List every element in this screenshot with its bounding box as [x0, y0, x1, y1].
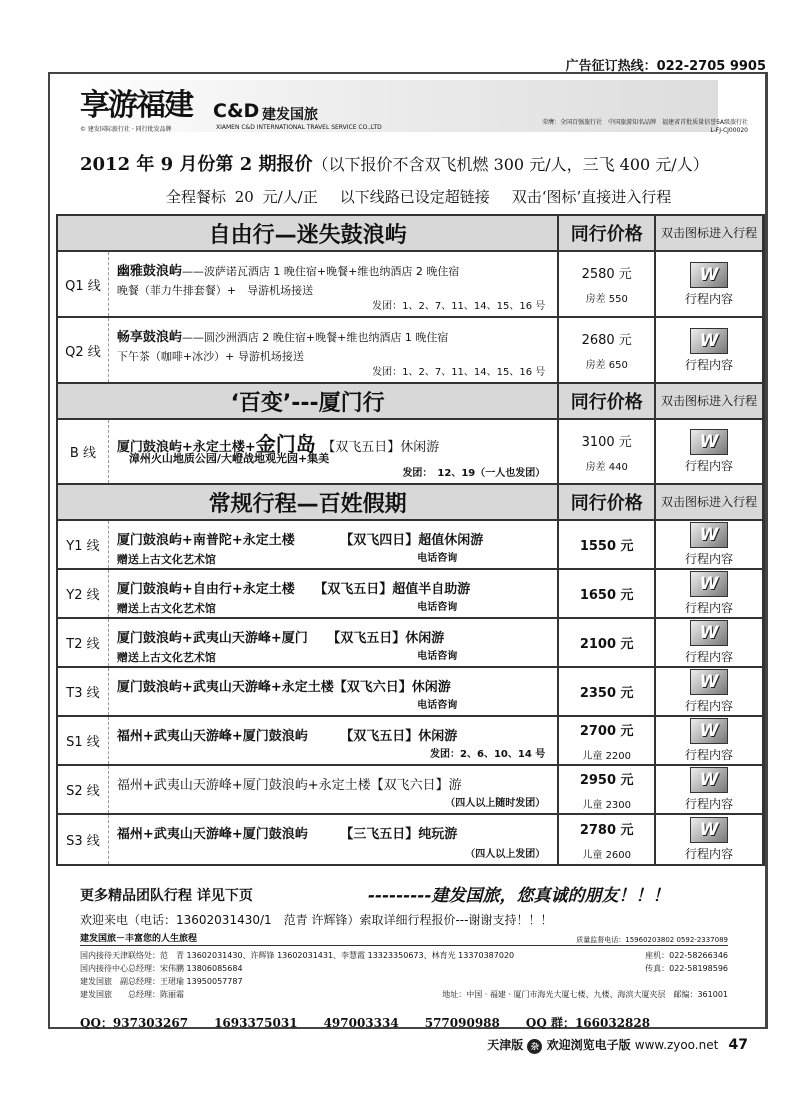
itinerary-link[interactable]	[656, 815, 762, 864]
route-title-detail: ——圆沙洲酒店 2 晚住宿+晚餐+维也纳酒店 1 晚住宿	[181, 331, 449, 344]
word-document-icon[interactable]: W	[690, 767, 728, 793]
route-description	[109, 570, 559, 617]
itinerary-label: 行程内容	[685, 650, 734, 664]
tour-row	[58, 766, 762, 815]
route-description	[109, 252, 559, 316]
word-document-icon[interactable]: W	[690, 262, 728, 288]
route-code: Y2 线	[58, 570, 109, 617]
route-title	[117, 627, 444, 646]
price: 3100 元	[581, 434, 632, 450]
word-document-icon[interactable]: W	[690, 522, 728, 548]
route-title	[117, 529, 483, 548]
price-cell	[559, 668, 656, 715]
price-supplement: 儿童 2200	[582, 750, 632, 762]
tour-row	[58, 420, 762, 485]
price: 2580 元	[581, 267, 632, 282]
honors: 荣膺：全国百强旅行社 中国旅游知名品牌 福建省首批质量信誉5A级旅行社	[542, 119, 748, 126]
price: 2950 元	[579, 772, 634, 788]
route-description	[109, 521, 559, 568]
itinerary-label: 行程内容	[685, 699, 734, 713]
price-column-header: 同行价格	[559, 485, 656, 519]
page-title	[80, 150, 709, 176]
tour-row	[58, 252, 762, 318]
itinerary-label: 行程内容	[685, 291, 734, 306]
route-title-detail: 福州+武夷山天游峰+厦门鼓浪屿+永定土楼【双飞六日】游	[116, 778, 462, 793]
departure-note: 电话咨询	[417, 700, 458, 711]
price-cell	[559, 420, 656, 483]
section-header	[58, 216, 762, 252]
price: 2100 元	[579, 637, 634, 652]
contact-gm: 建发国旅 总经理：陈丽霜	[80, 990, 184, 999]
icon-header-line: 进入行程	[709, 226, 758, 240]
price-column-header: 同行价格	[559, 216, 656, 250]
departure-note: 发团：1、2、7、11、14、15、16 号	[372, 367, 546, 378]
tour-row	[58, 318, 762, 384]
price: 2350 元	[579, 686, 634, 701]
route-extra: 赠送上古文化艺术馆	[116, 553, 216, 566]
qq-group: QQ 群：166032828	[525, 1016, 651, 1030]
website-link[interactable]: www.zyoo.net	[634, 1038, 719, 1052]
brand-english-name: XIAMEN C&D INTERNATIONAL TRAVEL SERVICE CO.,LTD	[216, 124, 382, 131]
departure-note: （四人以上发团）	[465, 849, 546, 860]
route-title-bold: 厦门鼓浪屿+武夷山天游峰+永定土楼【双飞六日】休闲游	[116, 680, 451, 695]
icon-column-header	[656, 216, 762, 250]
price-supplement: 儿童 2600	[582, 849, 632, 861]
route-title	[117, 725, 457, 744]
price: 1650 元	[579, 588, 634, 603]
price-cell	[559, 766, 656, 813]
route-title-bold: 福州+武夷山天游峰+厦门鼓浪屿 【双飞五日】休闲游	[116, 729, 458, 744]
route-extra: 下午茶（咖啡+冰沙）+ 导游机场接送	[116, 350, 304, 363]
route-code: Y1 线	[58, 521, 109, 568]
word-document-icon[interactable]: W	[690, 328, 728, 354]
section-title: 常规行程—百姓假期	[58, 485, 559, 519]
icon-header-line: 双击图标	[661, 394, 710, 408]
icon-header-line: 进入行程	[709, 495, 758, 509]
contact-line: 欢迎来电（电话：13602031430/1 范青 许辉锋）索取详细行程报价---谢谢支持！！！	[80, 913, 553, 927]
route-description	[109, 619, 559, 666]
title-main: 2012 年 9 月份第 2 期报价	[80, 154, 313, 175]
icon-column-header	[656, 384, 762, 418]
cd-logo: C&D	[213, 100, 260, 122]
quality-hotline: 质量监督电话：15960203802 0592-2337089	[576, 936, 728, 944]
price-cell	[559, 815, 656, 864]
tour-row	[58, 570, 762, 619]
route-code: Q2 线	[58, 318, 109, 382]
welcome-text: 欢迎浏览电子版	[546, 1038, 631, 1052]
section-title: ‘百变’---厦门行	[58, 384, 559, 418]
route-code: S2 线	[58, 766, 109, 813]
qq-list	[80, 1014, 676, 1031]
page-number: 47	[728, 1037, 748, 1053]
price-column-header: 同行价格	[559, 384, 656, 418]
route-title	[117, 326, 448, 345]
title-note: （以下报价不含双飞机燃 300 元/人，三飞 400 元/人）	[312, 155, 709, 174]
route-highlight: 金门岛	[255, 432, 316, 456]
fax: 传真：022-58198596	[645, 964, 728, 973]
hyperlink-note: 以下线路已设定超链接	[339, 188, 490, 206]
icon-column-header	[656, 485, 762, 519]
itinerary-label: 行程内容	[685, 357, 734, 372]
price-table	[56, 214, 765, 866]
route-description	[109, 815, 559, 864]
departure-note: 电话咨询	[417, 553, 458, 564]
price-cell	[559, 570, 656, 617]
itinerary-link[interactable]	[656, 668, 762, 715]
departure-note: 电话咨询	[417, 651, 458, 662]
logo-subtext: © 建发国际旅行社 · 同行批发品牌	[80, 126, 172, 133]
brand-name: 建发国旅	[262, 107, 318, 123]
route-extra: 漳州火山地质公园/大嶝战地观光园+集美	[128, 452, 330, 465]
route-code: S3 线	[58, 815, 109, 864]
price-cell	[559, 521, 656, 568]
license-number: L-FJ-CJ00020	[710, 127, 748, 134]
price-supplement: 房差 550	[585, 294, 628, 305]
subtitle	[166, 186, 693, 207]
route-code: B 线	[58, 420, 109, 483]
tour-row	[58, 619, 762, 668]
itinerary-link[interactable]	[656, 318, 762, 382]
route-title-detail: 【双飞五日】休闲游	[315, 440, 440, 455]
price: 2680 元	[581, 333, 632, 348]
icon-header-line: 双击图标	[661, 495, 710, 509]
route-title	[117, 260, 459, 279]
phone: 座机：022-58266346	[645, 951, 728, 960]
route-description	[109, 420, 559, 483]
section-title: 自由行—迷失鼓浪屿	[58, 216, 559, 250]
ad-hotline: 广告征订热线：022-2705 9905	[565, 59, 766, 74]
double-click-note: 双击‘图标’直接进入行程	[511, 188, 672, 206]
magazine-badge-icon: 杂	[527, 1039, 542, 1054]
itinerary-link[interactable]	[656, 717, 762, 764]
qq-1: QQ：937303267	[80, 1016, 189, 1030]
price-supplement: 房差 650	[585, 360, 628, 371]
itinerary-label: 行程内容	[685, 797, 734, 811]
price-supplement: 房差 440	[585, 461, 628, 473]
price-cell	[559, 619, 656, 666]
itinerary-label: 行程内容	[685, 552, 734, 566]
route-title-bold: 厦门鼓浪屿+武夷山天游峰+厦门 【双飞五日】休闲游	[116, 631, 445, 646]
route-title-bold: 厦门鼓浪屿+永定土楼+	[116, 440, 256, 455]
section-header	[58, 485, 762, 521]
itinerary-link[interactable]	[656, 570, 762, 617]
price: 2780 元	[579, 822, 634, 838]
price-supplement: 儿童 2300	[582, 799, 632, 811]
more-tours-note: 更多精品团队行程 详见下页	[80, 888, 253, 904]
route-title-bold: 厦门鼓浪屿+南普陀+永定土楼 【双飞四日】超值休闲游	[116, 533, 484, 548]
xiangyou-fujian-logo: 享游福建	[80, 88, 192, 123]
icon-header-line: 双击图标	[661, 226, 710, 240]
route-description	[109, 766, 559, 813]
route-title-bold: 幽雅鼓浪屿	[116, 264, 182, 279]
itinerary-link[interactable]	[656, 521, 762, 568]
qq-3: 497003334	[323, 1016, 399, 1030]
route-description	[109, 717, 559, 764]
route-title	[117, 823, 457, 842]
word-document-icon[interactable]: W	[690, 620, 728, 646]
route-title-detail: ——波萨诺瓦酒店 1 晚住宿+晚餐+维也纳酒店 2 晚住宿	[181, 265, 460, 278]
icon-header-line: 进入行程	[709, 394, 758, 408]
departure-note: （四人以上随时发团）	[445, 798, 546, 809]
departure-note: 发团：2、6、10、14 号	[430, 749, 546, 760]
qq-4: 577090988	[424, 1016, 500, 1030]
word-document-icon[interactable]: W	[690, 817, 728, 843]
route-code: Q1 线	[58, 252, 109, 316]
departure-note: 电话咨询	[417, 602, 458, 613]
slogan: ---------建发国旅，您真诚的朋友！！！	[368, 886, 670, 906]
word-document-icon[interactable]: W	[690, 669, 728, 695]
route-title	[117, 578, 470, 597]
itinerary-label: 行程内容	[685, 748, 734, 762]
route-title	[117, 774, 462, 793]
route-code: T2 线	[58, 619, 109, 666]
itinerary-link[interactable]	[656, 252, 762, 316]
route-code: T3 线	[58, 668, 109, 715]
route-code: S1 线	[58, 717, 109, 764]
tour-row	[58, 521, 762, 570]
route-title-bold: 畅享鼓浪屿	[116, 330, 182, 345]
price: 1550 元	[579, 539, 634, 554]
itinerary-label: 行程内容	[685, 847, 734, 861]
price-cell	[559, 252, 656, 316]
route-description	[109, 668, 559, 715]
tour-row	[58, 717, 762, 766]
word-document-icon[interactable]: W	[690, 429, 728, 455]
contact-deputy: 建发国旅 副总经理：王珺瑜 13950057787	[80, 977, 243, 986]
word-document-icon[interactable]: W	[690, 571, 728, 597]
contact-tianjin: 国内接待天津联络处：范 青 13602031430、许辉锋 13602031431、李慧霞 13323350673、林育光 13370387020	[80, 951, 515, 960]
tagline: 建发国旅－丰富您的人生旅程	[80, 934, 198, 944]
departure-note: 发团： 12、19（一人也发团）	[402, 468, 546, 479]
route-description	[109, 318, 559, 382]
itinerary-link[interactable]	[656, 619, 762, 666]
section-header	[58, 384, 762, 420]
edition: 天津版	[487, 1038, 524, 1052]
word-document-icon[interactable]: W	[690, 718, 728, 744]
itinerary-link[interactable]	[656, 766, 762, 813]
route-title-bold: 厦门鼓浪屿+自由行+永定土楼 【双飞五日】超值半自助游	[116, 582, 471, 597]
route-extra: 赠送上古文化艺术馆	[116, 602, 216, 615]
route-extra: 晚餐（菲力牛排套餐）+ 导游机场接送	[116, 284, 314, 297]
tour-row	[58, 668, 762, 717]
price-cell	[559, 318, 656, 382]
route-extra: 赠送上古文化艺术馆	[116, 651, 216, 664]
qq-2: 1693375031	[214, 1016, 298, 1030]
departure-note: 发团：1、2、7、11、14、15、16 号	[372, 301, 546, 312]
page-footer	[487, 1036, 748, 1054]
itinerary-label: 行程内容	[685, 601, 734, 615]
tour-row	[58, 815, 762, 864]
contact-manager: 国内接待中心总经理：宋伟鹏 13806085684	[80, 964, 243, 973]
price-cell	[559, 717, 656, 764]
meal-standard: 全程餐标 20 元/人/正	[166, 188, 318, 206]
route-title	[117, 676, 451, 695]
route-title-bold: 福州+武夷山天游峰+厦门鼓浪屿 【三飞五日】纯玩游	[116, 827, 458, 842]
itinerary-link[interactable]	[656, 420, 762, 483]
price: 2700 元	[579, 723, 634, 739]
address: 地址：中国 · 福建 · 厦门市海光大厦七楼、九楼、海滨大厦夹层 邮编：361001	[442, 990, 728, 999]
itinerary-label: 行程内容	[685, 459, 734, 473]
